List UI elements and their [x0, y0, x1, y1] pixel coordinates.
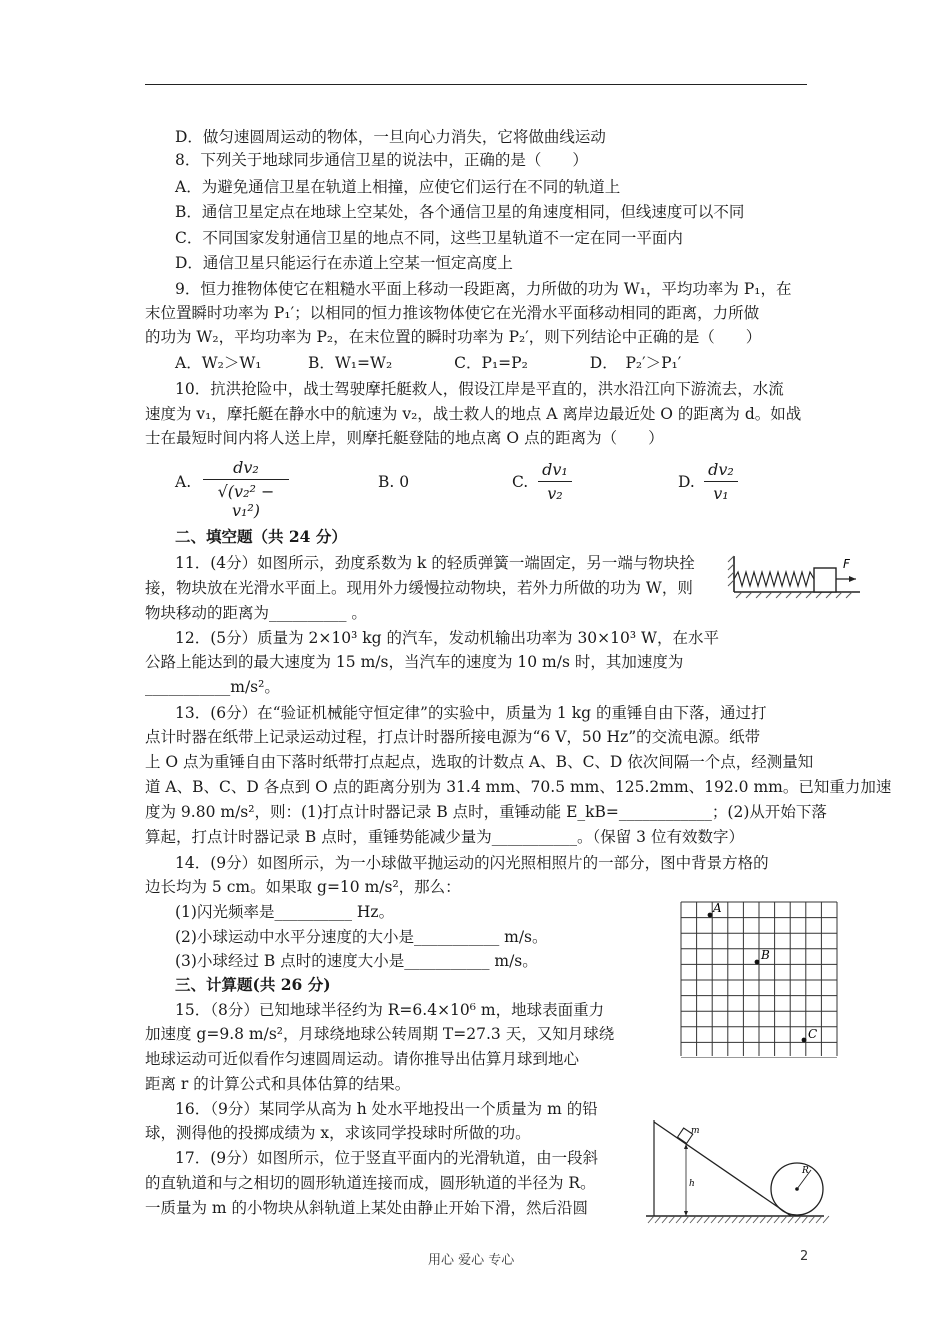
footer-slogan: 用心 爱心 专心 — [428, 1253, 515, 1268]
text-line: 三、计算题(共 26 分) — [175, 975, 331, 994]
text-line: 的直轨道和与之相切的圆形轨道连接而成，圆形轨道的半径为 R。 — [145, 1174, 596, 1192]
q10-option-a-formula — [203, 458, 289, 520]
text-line: 12．(5分）质量为 2×10³ kg 的汽车，发动机输出功率为 30×10³ W，在水平 — [175, 629, 719, 647]
text-line: 距离 r 的计算公式和具体估算的结果。 — [145, 1075, 411, 1093]
text-line: 8．下列关于地球同步通信卫星的说法中，正确的是（ ） — [175, 151, 588, 169]
text-line: A．W₂＞W₁ B．W₁=W₂ C．P₁=P₂ D． P₂′＞P₁′ — [175, 354, 682, 372]
text-line: 公路上能达到的最大速度为 15 m/s，当汽车的速度为 10 m/s 时，其加速度为 — [145, 653, 684, 671]
text-line: 加速度 g=9.8 m/s²，月球绕地球公转周期 T=27.3 天，又知月球绕 — [145, 1025, 615, 1043]
q10-option-c-formula — [538, 460, 572, 503]
q10-option-a-denominator: √(v₂² − v₁²) — [217, 482, 275, 520]
q10-option-d-formula — [704, 460, 738, 503]
text-line: 一质量为 m 的小物块从斜轨道上某处由静止开始下滑，然后沿圆 — [145, 1199, 589, 1217]
q10-option-d-label: D. — [678, 473, 695, 491]
q10-option-c-numerator: dv₁ — [542, 460, 568, 479]
point-c — [802, 1038, 807, 1043]
text-line: 士在最短时间内将人送上岸，则摩托艇登陆的地点离 O 点的距离为（ ） — [145, 429, 664, 447]
point-a — [708, 913, 713, 918]
text-line: 上 O 点为重锤自由下落时纸带打点起点，选取的计数点 A、B、C、D 依次间隔一个点，经测量知 — [145, 753, 814, 771]
text-line: ___________m/s²。 — [145, 678, 280, 696]
force-label: F — [843, 557, 850, 571]
text-line: 14．(9分）如图所示，为一小球做平抛运动的闪光照相照片的一部分，图中背景方格的 — [175, 854, 769, 872]
text-line: 13．(6分）在“验证机械能守恒定律”的实验中，质量为 1 kg 的重锤自由下落，通过打 — [175, 704, 767, 722]
text-line: D．通信卫星只能运行在赤道上空某一恒定高度上 — [175, 254, 513, 272]
text-line: 末位置瞬时功率为 P₁′；以相同的恒力推该物体使它在光滑水平面移动相同的距离，力所做 — [145, 304, 760, 322]
text-line: 15．（8分）已知地球半径约为 R=6.4×10⁶ m，地球表面重力 — [175, 1001, 605, 1019]
q10-option-a-label: A. — [175, 473, 192, 491]
point-a-label: A — [713, 901, 722, 915]
text-line: 速度为 v₁，摩托艇在静水中的航速为 v₂，战士救人的地点 A 离岸边最近处 O 的距离为 d。如战 — [145, 405, 802, 423]
text-line: 点计时器在纸带上记录运动过程，打点计时器所接电源为“6 V，50 Hz”的交流电源。纸带 — [145, 728, 761, 746]
spring-block-figure — [726, 552, 864, 604]
text-line: 二、填空题（共 24 分） — [175, 527, 347, 546]
text-line: A．为避免通信卫星在轨道上相撞，应使它们运行在不同的轨道上 — [175, 178, 621, 196]
text-line: 16．（9分）某同学从高为 h 处水平地投出一个质量为 m 的铅 — [175, 1100, 598, 1118]
projectile-grid-figure — [679, 900, 839, 1058]
text-line: 算起，打点计时器记录 B 点时，重锤势能减少量为___________。（保留 3 位有效数字） — [145, 828, 744, 846]
incline-loop-figure — [646, 1120, 830, 1226]
text-line: 球，测得他的投掷成绩为 x，求该同学投球时所做的功。 — [145, 1124, 531, 1142]
q10-option-d-numerator: dv₂ — [708, 460, 734, 479]
text-line: 11．(4分）如图所示，劲度系数为 k 的轻质弹簧一端固定，另一端与物块拴 — [175, 554, 695, 572]
point-c-label: C — [808, 1027, 818, 1041]
mass-label: m — [691, 1126, 700, 1136]
text-line: 边长均为 5 cm。如果取 g=10 m/s²，那么： — [145, 878, 461, 896]
header-rule — [145, 84, 807, 85]
text-line: 10．抗洪抢险中，战士驾驶摩托艇救人，假设江岸是平直的，洪水沿江向下游流去，水流 — [175, 380, 784, 398]
point-b — [755, 960, 760, 965]
radius-label: R — [802, 1166, 809, 1176]
text-line: C．不同国家发射通信卫星的地点不同，这些卫星轨道不一定在同一平面内 — [175, 229, 683, 247]
text-line: (2)小球运动中水平分速度的大小是___________ m/s。 — [175, 928, 548, 946]
text-line: 17．(9分）如图所示，位于竖直平面内的光滑轨道，由一段斜 — [175, 1149, 599, 1167]
q10-option-b: B. 0 — [378, 473, 410, 491]
text-line: 地球运动可近似看作匀速圆周运动。请你推导出估算月球到地心 — [145, 1050, 580, 1068]
page-number: 2 — [800, 1249, 809, 1264]
text-line: 接，物块放在光滑水平面上。现用外力缓慢拉动物块，若外力所做的功为 W，则 — [145, 579, 693, 597]
q10-option-c-label: C. — [512, 473, 529, 491]
text-line: (1)闪光频率是__________ Hz。 — [175, 903, 395, 921]
text-line: 度为 9.80 m/s²，则：(1)打点计时器记录 B 点时，重锤动能 E_kB=____________；(2)从开始下落 — [145, 803, 827, 821]
text-line: 道 A、B、C、D 各点到 O 点的距离分别为 31.4 mm、70.5 mm、125.2mm、192.0 mm。已知重力加速 — [145, 778, 892, 796]
q10-option-d-denominator: v₁ — [713, 484, 729, 503]
text-line: 9．恒力推物体使它在粗糙水平面上移动一段距离，力所做的功为 W₁，平均功率为 P₁，在 — [175, 280, 792, 298]
q10-option-c-denominator: v₂ — [547, 484, 563, 503]
height-label: h — [689, 1179, 695, 1189]
text-line: 物块移动的距离为__________ 。 — [145, 604, 367, 622]
text-line: 的功为 W₂，平均功率为 P₂，在末位置的瞬时功率为 P₂′，则下列结论中正确的是（ ） — [145, 328, 762, 346]
text-line: (3)小球经过 B 点时的速度大小是___________ m/s。 — [175, 952, 538, 970]
q10-option-a-numerator: dv₂ — [233, 458, 259, 477]
point-b-label: B — [761, 948, 770, 962]
text-line: D．做匀速圆周运动的物体，一旦向心力消失，它将做曲线运动 — [175, 128, 606, 146]
text-line: B．通信卫星定点在地球上空某处，各个通信卫星的角速度相同，但线速度可以不同 — [175, 203, 745, 221]
